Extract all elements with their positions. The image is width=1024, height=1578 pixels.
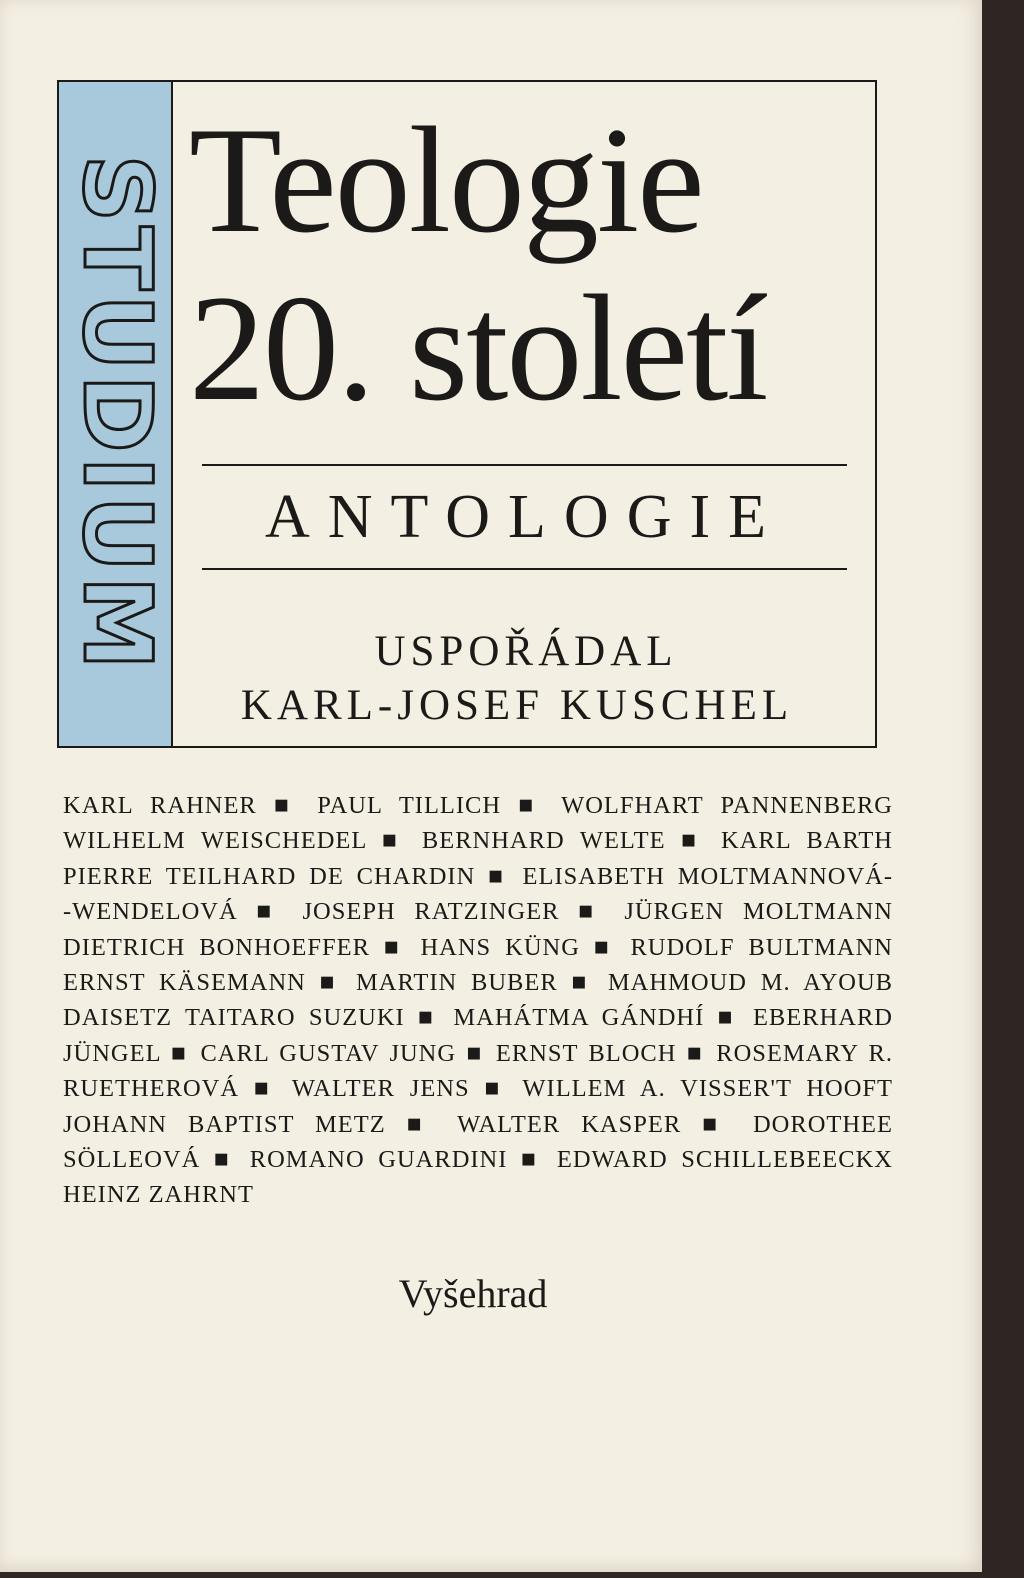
author-line: WILHELM WEISCHEDEL ■ BERNHARD WELTE ■ KARL BARTH: [63, 827, 893, 855]
author-line: ERNST KÄSEMANN ■ MARTIN BUBER ■ MAHMOUD M. AYOUB: [63, 968, 893, 996]
author-line: RUETHEROVÁ ■ WALTER JENS ■ WILLEM A. VISSER'T HOOFT: [63, 1075, 893, 1103]
author-line: DAISETZ TAITARO SUZUKI ■ MAHÁTMA GÁNDHÍ ■ EBERHARD: [63, 1004, 893, 1032]
title-line-2: 20. století: [189, 264, 767, 432]
author-line: -WENDELOVÁ ■ JOSEPH RATZINGER ■ JÜRGEN MOLTMANN: [63, 898, 893, 926]
author-line: KARL RAHNER ■ PAUL TILLICH ■ WOLFHART PANNENBERG: [63, 792, 893, 819]
title-line-1: Teologie: [189, 96, 703, 264]
author-line: PIERRE TEILHARD DE CHARDIN ■ ELISABETH MOLTMANNOVÁ-: [63, 862, 893, 890]
author-list: [63, 788, 893, 1213]
series-spine-band: [59, 82, 173, 746]
editor-label: USPOŘÁDAL: [374, 628, 678, 675]
author-line: JÜNGEL ■ CARL GUSTAV JUNG ■ ERNST BLOCH ■ ROSEMARY R.: [63, 1039, 893, 1067]
series-name: STUDIUM: [62, 154, 171, 674]
editor-name: KARL-JOSEF KUSCHEL: [240, 682, 794, 729]
author-line: JOHANN BAPTIST METZ ■ WALTER KASPER ■ DOROTHEE: [63, 1110, 893, 1138]
author-line: HEINZ ZAHRNT: [63, 1181, 254, 1209]
publisher-name: Vyšehrad: [398, 1271, 548, 1316]
title-frame: [57, 80, 877, 748]
divider-bottom: [202, 568, 847, 570]
author-line: SÖLLEOVÁ ■ ROMANO GUARDINI ■ EDWARD SCHILLEBEECKX: [63, 1145, 893, 1173]
subtitle: ANTOLOGIE: [264, 483, 784, 551]
divider-top: [202, 464, 847, 466]
author-line: DIETRICH BONHOEFFER ■ HANS KÜNG ■ RUDOLF BULTMANN: [63, 933, 893, 961]
